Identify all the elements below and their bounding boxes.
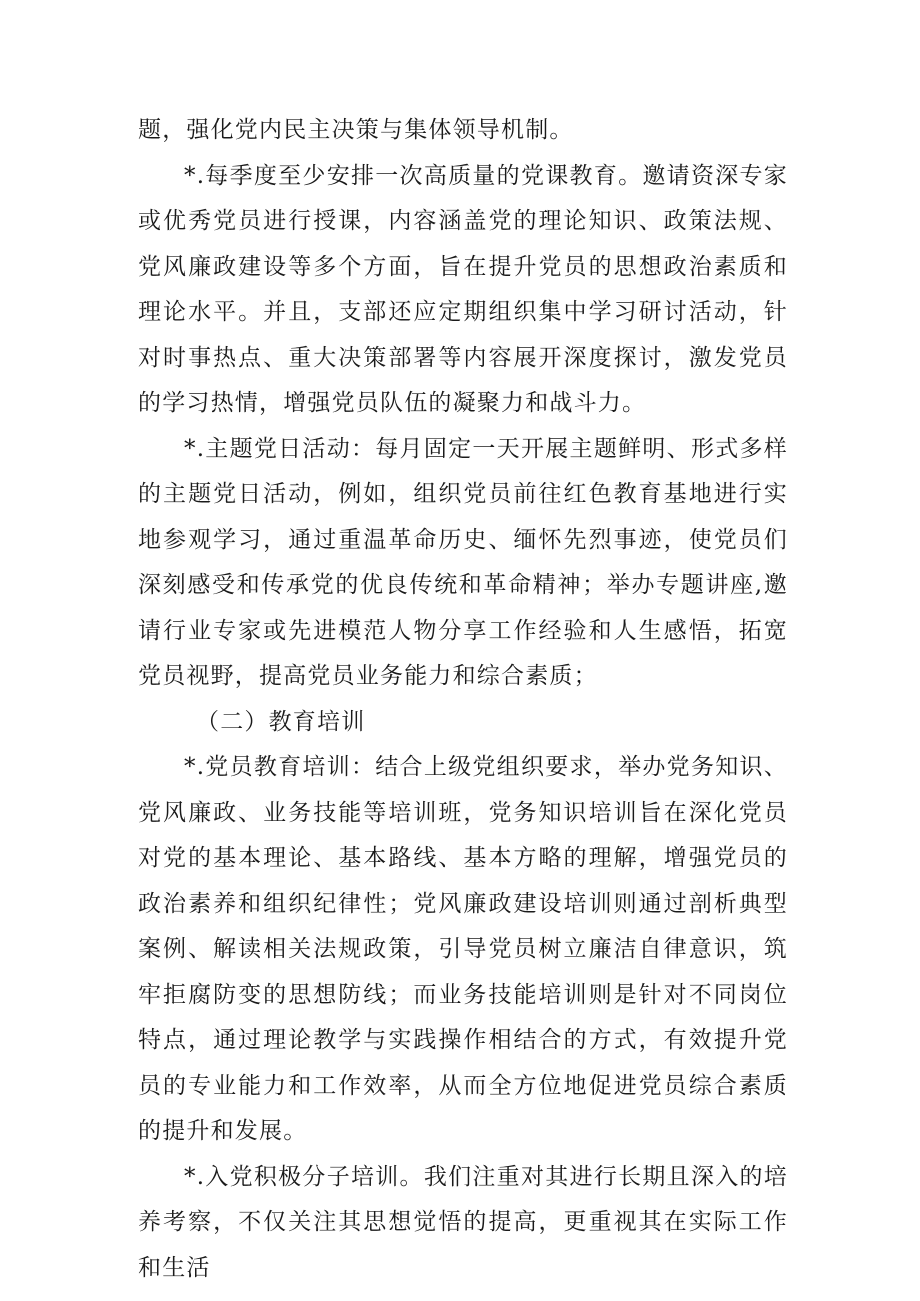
- paragraph-activist-training: *.入党积极分子培训。我们注重对其进行长期且深入的培养考察，不仅关注其思想觉悟的提高，更重视其在实际工作和生活: [138, 1163, 788, 1281]
- paragraph-continued: 题，强化党内民主决策与集体领导机制。: [138, 117, 574, 143]
- section-heading-education-training: （二）教育培训: [196, 708, 366, 735]
- paragraph-party-lessons: *.每季度至少安排一次高质量的党课教育。邀请资深专家或优秀党员进行授课，内容涵盖党的理论知识、政策法规、党风廉政建设等多个方面，旨在提升党员的思想政治素质和理论水平。并且，支部还应定期组织集中学习研讨活动，针对时事热点、重大决策部署等内容展开深度探讨，激发党员的学习热情，增强党员队伍的凝聚力和战斗力。: [138, 162, 788, 416]
- paragraph-member-training: *.党员教育培训：结合上级党组织要求，举办党务知识、党风廉政、业务技能等培训班，党务知识培训旨在深化党员对党的基本理论、基本路线、基本方略的理解，增强党员的政治素养和组织纪律性；党风廉政建设培训则通过剖析典型案例、解读相关法规政策，引导党员树立廉洁自律意识，筑牢拒腐防变的思想防线；而业务技能培训则是针对不同岗位特点，通过理论教学与实践操作相结合的方式，有效提升党员的专业能力和工作效率，从而全方位地促进党员综合素质的提升和发展。: [138, 754, 788, 1144]
- paragraph-theme-party-day: *.主题党日活动：每月固定一天开展主题鲜明、形式多样的主题党日活动，例如，组织党员前往红色教育基地进行实地参观学习，通过重温革命历史、缅怀先烈事迹，使党员们深刻感受和传承党的优良传统和革命精神；举办专题讲座,邀请行业专家或先进模范人物分享工作经验和人生感悟，拓宽党员视野，提高党员业务能力和综合素质；: [138, 435, 788, 689]
- document-body: [138, 108, 788, 1291]
